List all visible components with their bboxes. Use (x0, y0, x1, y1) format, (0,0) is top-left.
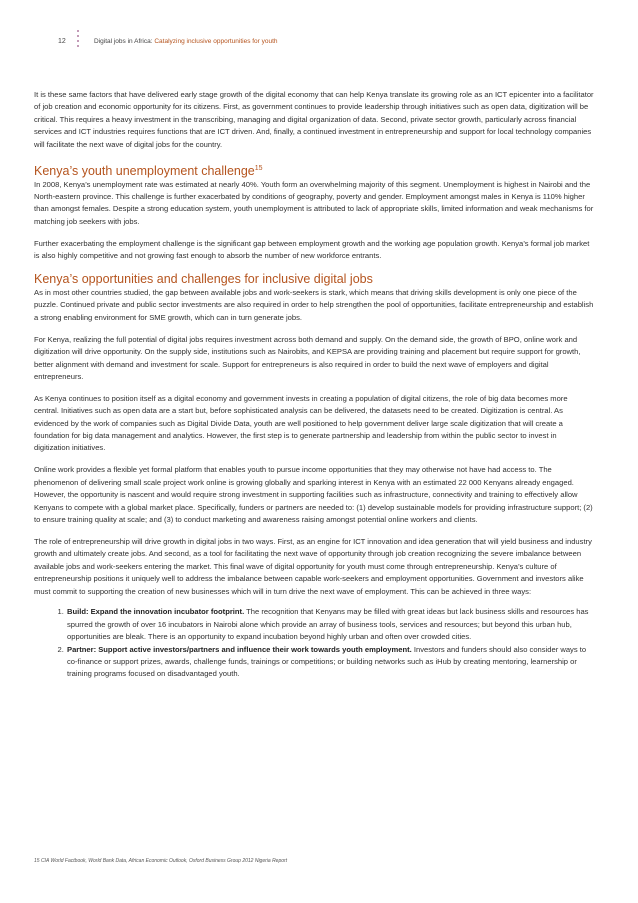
page-header (0, 0, 638, 70)
footnote-reference: 15 (254, 164, 263, 172)
header-divider-dots (77, 30, 80, 50)
list-item-heading: Build: Expand the innovation incubator footprint. (67, 607, 245, 617)
footnote: 15 CIA World Factbook, World Bank Data, African Economic Outlook, Oxford Business Group 2012 Nigeria Report (34, 858, 288, 864)
main-content (34, 89, 594, 681)
running-header-title: Catalyzing inclusive opportunities for youth (154, 38, 278, 45)
section-heading-youth-unemployment (34, 161, 594, 179)
paragraph: Online work provides a flexible yet formal platform that enables youth to pursue income opportunities that they may otherwise not have had access to. The phenomenon of delivering small scale project work online is growing globally and sparking interest in Kenya with an estimated 22 000 Kenyans already engaged. However, the opportunity is nascent and would require strong investment in supporting facilities such as infrastructure, connectivity and training to effectively allow Kenyans to compete with a global market place. Specifically, funders or partners are needed to: (1) develop sustainable models for providing infrastructure support; (2) to ensure training quality at scale; and (3) to conduct marketing and awareness raising amongst potential online workers and clients. (34, 465, 593, 524)
running-header-prefix: Digital jobs in Africa: (94, 38, 155, 45)
strategy-list (34, 606, 594, 680)
section-heading-text: Kenya’s youth unemployment challenge (34, 163, 255, 178)
list-item-text: The recognition that Kenyans may be filled with great ideas but lack business skills and resources has spurred the growth of over 16 incubators in Nairobi alone which provide an array of business tools, services and resources; but beyond this urban hub, opportunities are bleak. There is an opportunity to expand incubation beyond highly urban and often over crowded cities. (67, 607, 589, 642)
page-number: 12 (58, 38, 66, 45)
list-item (66, 606, 594, 643)
paragraph: In 2008, Kenya’s unemployment rate was estimated at nearly 40%. Youth form an overwhelming majority of this segment. Unemployment is highest in Nairobi and the North-eastern province. This challenge is further exacerbated by conditions of geography, poverty and gender. Employment amongst males in Kenya is 110% higher than amongst females. Despite a strong education system, youth unemployment is attributed to lack of appropriate skills, limited information and weak mechanisms for matching job seekers with jobs. (34, 179, 594, 226)
section-heading-opportunities: Kenya’s opportunities and challenges for inclusive digital jobs (34, 271, 373, 286)
paragraph: As Kenya continues to position itself as a digital economy and government invests in creating a population of digital citizens, the role of big data becomes more central. Initiatives such as open data are a start but, before sophisticated analysis can be delivered, the datasets need to be created. Digitization is central. As evidenced by the work of companies such as Digital Divide Data, youth are well positioned to help government deliver large scale digitization that will create a foundation for big data management and analytics. However, the first step is to generate partnership and leadership from within the public sector to invest in digitization initiatives. (34, 393, 568, 453)
list-item (66, 644, 594, 681)
paragraph: For Kenya, realizing the full potential of digital jobs requires investment across both demand and supply. On the demand side, the growth of BPO, online work and digitization will drive opportunity. On the supply side, institutions such as Nairobits, and KEPSA are providing training and placement but require support for growth, better alignment with demand and investment for scale. Support for entrepreneurs is also required in order to build the next wave of employers and digital entrepreneurs. (34, 334, 581, 381)
intro-paragraph: It is these same factors that have delivered early stage growth of the digital economy that can help Kenya translate its growing role as an ICT epicenter into a facilitator of job creation and economic opportunity for its citizens. First, as government continues to provide leadership through initiatives such as open data, digitization will be critical. This requires a heavy investment in the transcribing, managing and digital organization of data. Second, private sector growth, particularly across financial services and ICT industries requires functions that are ICT driven. And, finally, a continued investment in entrepreneurship and support for local technology companies will facilitate the next wave of digital jobs for the country. (34, 90, 594, 149)
paragraph: Further exacerbating the employment challenge is the significant gap between employment growth and the working age population growth. Kenya’s formal job market is also highly competitive and not growing fast enough to absorb the number of new workforce entrants. (34, 238, 590, 261)
list-item-text: Investors and funders should also consider ways to co-finance or support prizes, awards, challenge funds, trainings or competitions; or building networks such as iHub by creating mentoring, learnership or training programs focused on disadvantaged youth. (67, 644, 587, 679)
list-item-heading: Partner: Support active investors/partners and influence their work towards youth employment. (67, 644, 412, 654)
paragraph: The role of entrepreneurship will drive growth in digital jobs in two ways. First, as an engine for ICT innovation and idea generation that will yield business and industry growth and ultimately create jobs. And second, as a tool for facilitating the next wave of opportunity through job creation recognizing the severe imbalance between available jobs and work-seekers entering the market. This final wave of digital opportunity for youth must come through entrepreneurship. Kenya’s culture of entrepreneurship positions it uniquely well to address the imbalance between capable work-seekers and employment opportunities. Government and investors alike must commit to supporting the creation of new businesses which will in turn drive the next wave of employment. This can be achieved in three ways: (34, 536, 592, 596)
running-header (94, 38, 278, 45)
paragraph: As in most other countries studied, the gap between available jobs and work-seekers is stark, which means that driving skills development is only one piece of the puzzle. Continued private and public sector investments are also required in order to help strengthen the pool of opportunities, facilitate entrepreneurship and establish a strong enabling environment for SME growth, which can in turn generate jobs. (34, 287, 594, 322)
